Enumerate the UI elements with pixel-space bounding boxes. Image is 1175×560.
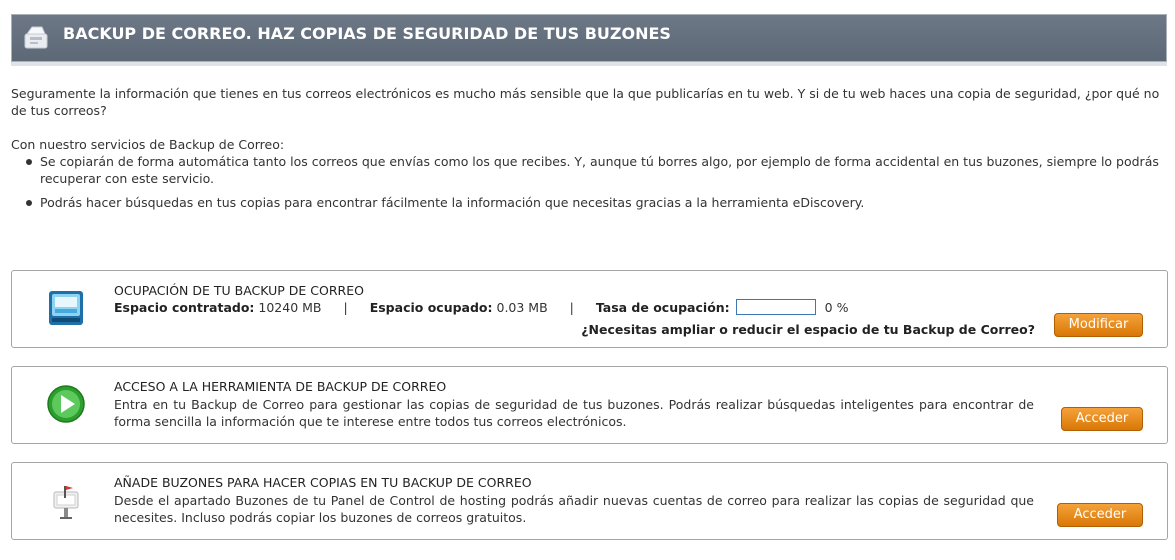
bullet-icon xyxy=(26,200,32,206)
separator: | xyxy=(569,300,574,315)
storage-drive-icon xyxy=(46,288,86,328)
access-description: Entra en tu Backup de Correo para gestionar las copias de seguridad de tus buzones. Podrás realizar búsquedas inteligentes para encontrar de forma sencilla la información que te interese entre todos tus correos electrónicos. xyxy=(114,397,1034,429)
rate-value: 0 % xyxy=(824,300,849,315)
used-value: 0.03 MB xyxy=(496,300,548,315)
mailboxes-panel xyxy=(11,462,1168,540)
mailboxes-description: Desde el apartado Buzones de tu Panel de Control de hosting podrás añadir nuevas cuentas de correo para realizar las copias de seguridad que necesites. Incluso podrás copiar los buzones de correos gratuitos. xyxy=(114,493,1034,525)
intro-paragraph: Seguramente la información que tienes en tus correos electrónicos es mucho más sensible que la que publicarías en tu web. Y si de tu web haces una copia de seguridad, ¿por qué no de tus correos? xyxy=(11,86,1160,118)
bullet-icon xyxy=(26,159,32,165)
services-list xyxy=(22,153,1167,218)
list-item: Se copiarán de forma automática tanto los correos que envías como los que recibes. Y, aunque tú borres algo, por ejemplo de forma accidental en tus buzones, siempre lo podrás recuperar con este servicio. xyxy=(22,153,1167,187)
add-mailboxes-button[interactable]: Acceder xyxy=(1057,503,1143,527)
occupancy-progress-bar xyxy=(736,299,816,315)
modify-button[interactable]: Modificar xyxy=(1054,313,1143,337)
page-title: BACKUP DE CORREO. HAZ COPIAS DE SEGURIDAD DE TUS BUZONES xyxy=(63,24,671,43)
mailbox-backup-icon xyxy=(20,22,52,54)
occupancy-title: OCUPACIÓN DE TU BACKUP DE CORREO xyxy=(114,283,364,298)
access-title: ACCESO A LA HERRAMIENTA DE BACKUP DE CORREO xyxy=(114,379,447,394)
page-header xyxy=(11,14,1167,62)
access-tool-button[interactable]: Acceder xyxy=(1061,407,1143,431)
play-icon xyxy=(46,384,86,424)
used-label: Espacio ocupado: xyxy=(369,300,493,315)
header-divider xyxy=(11,62,1167,66)
contracted-label: Espacio contratado: xyxy=(114,300,255,315)
intro-text xyxy=(11,85,1171,119)
separator: | xyxy=(343,300,348,315)
rate-label: Tasa de ocupación: xyxy=(595,300,730,315)
mailboxes-title: AÑADE BUZONES PARA HACER COPIAS EN TU BACKUP DE CORREO xyxy=(114,475,532,490)
occupancy-stats xyxy=(114,299,848,315)
contracted-value: 10240 MB xyxy=(258,300,322,315)
resize-question: ¿Necesitas ampliar o reducir el espacio de tu Backup de Correo? xyxy=(581,322,1035,337)
mailbox-icon xyxy=(46,482,86,522)
list-item: Podrás hacer búsquedas en tus copias para encontrar fácilmente la información que necesitas gracias a la herramienta eDiscovery. xyxy=(22,194,1167,211)
occupancy-panel xyxy=(11,270,1168,348)
services-title: Con nuestro servicios de Backup de Correo: xyxy=(11,137,285,152)
access-panel xyxy=(11,366,1168,444)
